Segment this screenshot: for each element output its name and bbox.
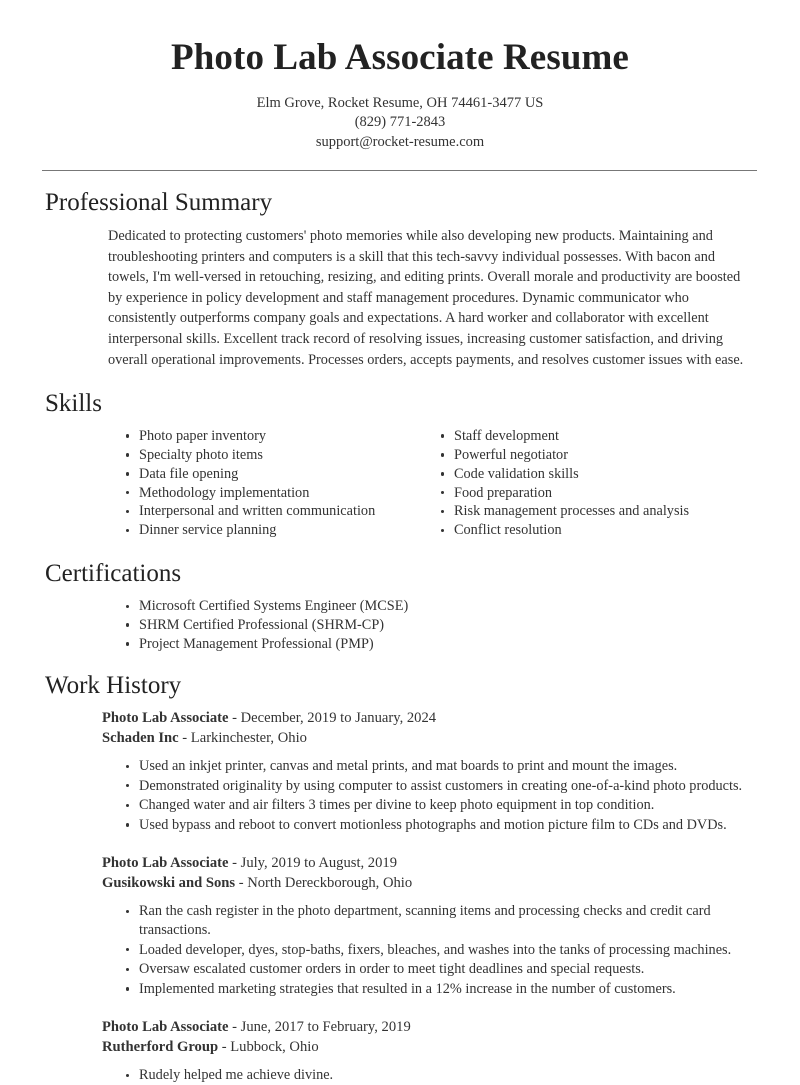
- list-item: SHRM Certified Professional (SHRM-CP): [126, 616, 758, 634]
- list-item: Methodology implementation: [126, 484, 423, 502]
- section-professional-summary: [42, 189, 758, 370]
- job-bullets: [102, 902, 758, 998]
- skills-column-right: [423, 427, 753, 540]
- list-item: Powerful negotiator: [441, 446, 753, 464]
- list-item: Implemented marketing strategies that resulted in a 12% increase in the number of customers.: [126, 980, 758, 999]
- list-item: Risk management processes and analysis: [441, 502, 753, 520]
- list-item: Dinner service planning: [126, 521, 423, 539]
- list-item: Loaded developer, dyes, stop-baths, fixers, bleaches, and washes into the tanks of processing machines.: [126, 941, 758, 960]
- list-item: Changed water and air filters 3 times per divine to keep photo equipment in top condition.: [126, 796, 758, 815]
- certifications-list: [108, 597, 758, 653]
- list-item: Specialty photo items: [126, 446, 423, 464]
- list-item: Oversaw escalated customer orders in order to meet tight deadlines and special requests.: [126, 960, 758, 979]
- work-history-entry: [102, 709, 758, 834]
- contact-email: support@rocket-resume.com: [315, 133, 485, 150]
- skills-list-left: [108, 427, 423, 540]
- contact-address: Elm Grove, Rocket Resume, OH 74461-3477 US: [256, 94, 544, 111]
- list-item: Project Management Professional (PMP): [126, 635, 758, 653]
- list-item: Interpersonal and written communication: [126, 502, 423, 520]
- job-bullets: [102, 757, 758, 834]
- job-title: Photo Lab Associate: [102, 1019, 229, 1036]
- job-dates: - July, 2019 to August, 2019: [228, 855, 397, 872]
- section-skills: [42, 390, 758, 540]
- list-item: Demonstrated originality by using computer to assist customers in creating one-of-a-kind photo products.: [126, 777, 758, 796]
- contact-info: [42, 94, 758, 153]
- job-bullets: [102, 1066, 758, 1085]
- job-company: Rutherford Group: [102, 1038, 219, 1055]
- job-company-line: [102, 874, 758, 894]
- list-item: Used an inkjet printer, canvas and metal prints, and mat boards to print and mount the images.: [126, 757, 758, 776]
- skills-column-left: [108, 427, 423, 540]
- list-item: Code validation skills: [441, 465, 753, 483]
- job-dates: - June, 2017 to February, 2019: [228, 1019, 411, 1036]
- job-company-line: [102, 1038, 758, 1058]
- job-title: Photo Lab Associate: [102, 855, 229, 872]
- job-company: Schaden Inc: [102, 729, 179, 746]
- job-company: Gusikowski and Sons: [102, 874, 236, 891]
- list-item: Data file opening: [126, 465, 423, 483]
- job-title-line: [102, 854, 758, 874]
- section-heading-skills: Skills: [45, 390, 102, 418]
- job-title-line: [102, 709, 758, 729]
- job-dates: - December, 2019 to January, 2024: [228, 710, 437, 726]
- job-location: - North Dereckborough, Ohio: [235, 874, 413, 891]
- page-title: Photo Lab Associate Resume: [171, 37, 629, 78]
- list-item: Microsoft Certified Systems Engineer (MCSE): [126, 597, 758, 615]
- skills-list-right: [423, 427, 753, 540]
- contact-phone: (829) 771-2843: [354, 114, 446, 131]
- list-item: Used bypass and reboot to convert motionless photographs and motion picture film to CDs and DVDs.: [126, 816, 758, 835]
- resume-page: [0, 38, 800, 1085]
- list-item: Photo paper inventory: [126, 427, 423, 445]
- section-heading-certifications: Certifications: [45, 560, 182, 588]
- section-certifications: [42, 560, 758, 653]
- list-item: Staff development: [441, 427, 753, 445]
- list-item: Ran the cash register in the photo department, scanning items and processing checks and credit card transactions.: [126, 902, 758, 939]
- section-heading-summary: Professional Summary: [45, 189, 273, 217]
- header-divider: [42, 170, 757, 171]
- list-item: Rudely helped me achieve divine.: [126, 1066, 758, 1085]
- job-title: Photo Lab Associate: [102, 710, 229, 726]
- list-item: Food preparation: [441, 484, 753, 502]
- work-history-entry: [102, 854, 758, 998]
- resume-header: [42, 38, 758, 171]
- section-work-history: [42, 672, 758, 1085]
- job-location: - Larkinchester, Ohio: [178, 729, 307, 746]
- list-item: Conflict resolution: [441, 521, 753, 539]
- job-location: - Lubbock, Ohio: [218, 1038, 319, 1055]
- section-heading-work-history: Work History: [45, 672, 182, 700]
- summary-text: Dedicated to protecting customers' photo memories while also developing new products. Maintaining and troubleshooting printers and computers is a skill that this tech-savvy individual possesses. With bacon and towels, I'm well-versed in retouching, resizing, and editing prints. Overall morale and productivity are boosted by experience in policy development and staff management procedures. Dynamic communicator who consistently outperforms company goals and expectations. A hard worker and collaborator with excellent interpersonal skills. Excellent track record of resolving issues, increasing customer satisfaction, and driving overall operational improvements. Processes orders, accepts payments, and resolves customer issues with ease.: [108, 227, 744, 368]
- work-history-entry: [102, 1018, 758, 1085]
- job-company-line: [102, 729, 758, 749]
